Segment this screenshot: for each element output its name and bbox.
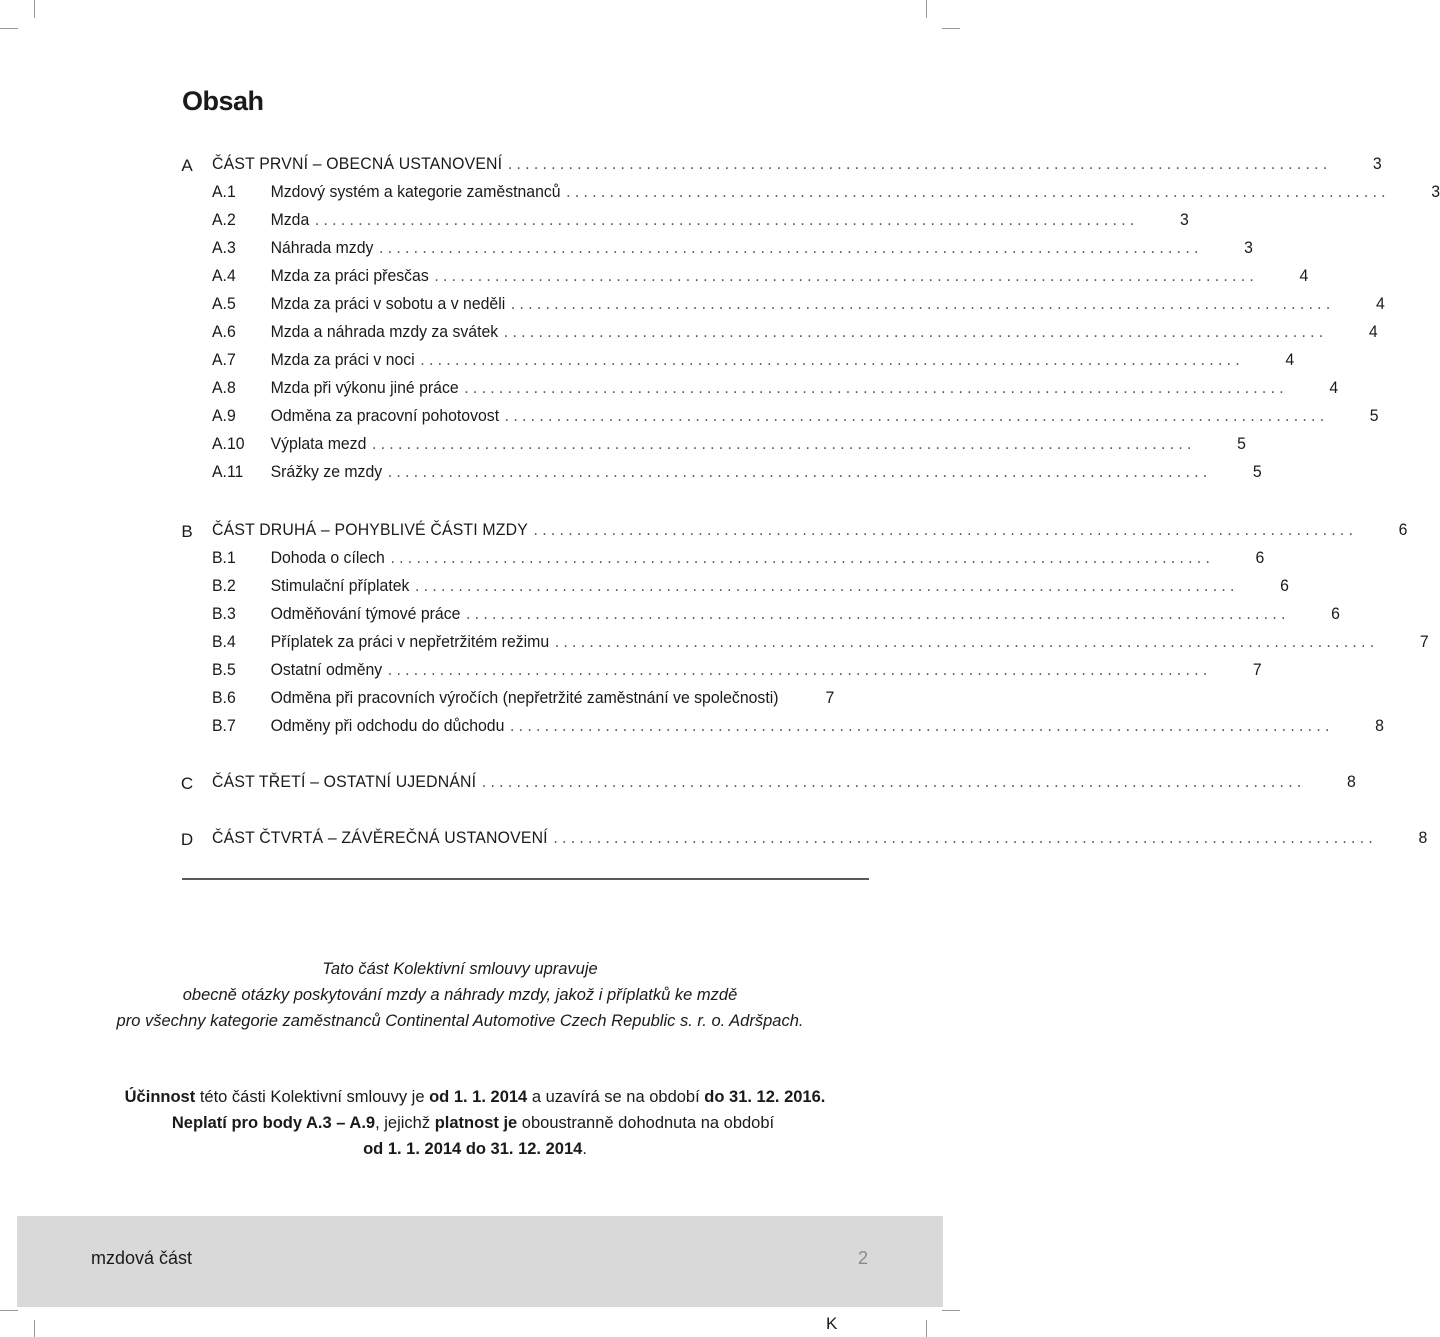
part-letter: B xyxy=(181,522,193,541)
part-badge-icon xyxy=(162,147,202,187)
toc-dot-leader: ............................................................................................... xyxy=(481,772,1306,791)
toc-page-number: 6 xyxy=(1255,548,1265,567)
toc-page-number: 6 xyxy=(1398,520,1408,539)
toc-dot-leader: ............................................................................................... xyxy=(464,378,1288,397)
toc-entry-label: Mzda za práci přesčas xyxy=(270,266,429,285)
crop-mark xyxy=(926,1320,927,1337)
toc-entry-number: A.8 xyxy=(212,378,236,397)
toc-entry-number: B.4 xyxy=(212,632,236,651)
toc-dot-leader: ............................................................................................... xyxy=(510,294,1335,313)
toc-dot-leader: ............................................................................................... xyxy=(434,266,1259,285)
part-letter: C xyxy=(180,774,194,793)
toc-page-number: 6 xyxy=(1331,604,1340,623)
toc-page-number: 4 xyxy=(1375,294,1385,313)
toc-entry-label: Odměny při odchodu do důchodu xyxy=(270,716,505,735)
divider xyxy=(182,878,869,880)
toc-page-number: 3 xyxy=(1179,210,1189,229)
toc-page-number: 3 xyxy=(1431,182,1440,201)
crop-mark xyxy=(0,1310,18,1311)
toc-entry-label: Odměna za pracovní pohotovost xyxy=(270,406,500,425)
toc-entry-label: ČÁST DRUHÁ – POHYBLIVÉ ČÁSTI MZDY xyxy=(212,520,528,539)
toc-entry-label: Odměňování týmové práce xyxy=(270,604,461,623)
toc-entry-label: ČÁST ČTVRTÁ – ZÁVĚREČNÁ USTANOVENÍ xyxy=(212,828,548,847)
toc-dot-leader: ............................................................................................... xyxy=(378,238,1203,257)
toc-dot-leader: ............................................................................................... xyxy=(533,520,1358,539)
toc-entry-label: Stimulační příplatek xyxy=(270,576,410,595)
note-line: obecně otázky poskytování mzdy a náhrady mzdy, jakož i příplatků ke mzdě xyxy=(182,986,738,1004)
toc-entry-label: Ostatní odměny xyxy=(270,660,383,679)
toc-entry[interactable] xyxy=(212,454,1262,482)
toc-entry[interactable] xyxy=(212,624,1429,652)
toc-entry[interactable] xyxy=(212,680,835,708)
toc-entry-number: B.2 xyxy=(212,576,236,595)
toc-entry-number: A.5 xyxy=(212,294,236,313)
toc-entry-label: Mzda a náhrada mzdy za svátek xyxy=(270,322,499,341)
toc-page-number: 5 xyxy=(1369,406,1379,425)
toc-entry[interactable] xyxy=(212,258,1309,286)
toc-page-number: 8 xyxy=(1375,716,1384,735)
effect-bold-run: Účinnost xyxy=(124,1088,196,1106)
page-title: Obsah xyxy=(182,86,264,116)
toc-entry[interactable] xyxy=(212,342,1295,370)
effect-line-1 xyxy=(0,1084,995,1111)
toc-entry-label: Mzda za práci v noci xyxy=(270,350,415,369)
toc-page-number: 7 xyxy=(1252,660,1262,679)
effect-bold-run: Neplatí pro body A.3 – A.9 xyxy=(171,1114,376,1132)
toc-dot-leader: ............................................................................................... xyxy=(371,434,1196,453)
crop-mark xyxy=(34,1320,35,1337)
toc-dot-leader: ............................................................................................... xyxy=(387,462,1212,481)
toc-page-number: 4 xyxy=(1299,266,1309,285)
part-badge-icon xyxy=(162,513,202,553)
effect-text-run: , jejichž xyxy=(375,1114,435,1132)
toc-entry-number: A.6 xyxy=(212,322,236,341)
toc-entry-number: A.1 xyxy=(212,182,236,201)
toc-page-number: 3 xyxy=(1244,238,1253,257)
toc-entry-label: Výplata mezd xyxy=(270,434,367,453)
toc-part-heading[interactable] xyxy=(212,820,1428,848)
toc-entry-label: Mzdový systém a kategorie zaměstnanců xyxy=(270,182,561,201)
toc-entry-number: B.7 xyxy=(212,716,236,735)
toc-entry-number: B.1 xyxy=(212,548,236,567)
toc-dot-leader: ............................................................................................... xyxy=(509,716,1334,735)
toc-page-number: 4 xyxy=(1368,322,1378,341)
toc-page-number: 4 xyxy=(1329,378,1339,397)
part-letter: D xyxy=(180,830,194,849)
part-badge-icon xyxy=(162,821,202,861)
toc-entry[interactable] xyxy=(212,596,1340,624)
toc-entry[interactable] xyxy=(212,708,1384,736)
toc-entry-number: A.7 xyxy=(212,350,236,369)
toc-entry-label: ČÁST PRVNÍ – OBECNÁ USTANOVENÍ xyxy=(212,154,503,173)
corner-letter: K xyxy=(826,1314,838,1333)
toc-entry[interactable] xyxy=(212,286,1385,314)
toc-entry-number: A.9 xyxy=(212,406,236,425)
toc-entry-number: B.3 xyxy=(212,604,236,623)
effect-text-run: této části Kolektivní smlouvy je xyxy=(195,1088,430,1106)
toc-entry[interactable] xyxy=(212,568,1289,596)
toc-part-heading[interactable] xyxy=(212,512,1408,540)
toc-dot-leader: ............................................................................................... xyxy=(566,182,1390,201)
toc-part-heading[interactable] xyxy=(212,764,1356,792)
effect-text-run: a uzavírá se na období xyxy=(527,1088,705,1106)
footer-section-label: mzdová část xyxy=(91,1248,193,1268)
toc-dot-leader: ............................................................................................... xyxy=(465,604,1290,623)
toc-dot-leader: ............................................................................................... xyxy=(503,322,1328,341)
toc-entry-label: Mzda při výkonu jiné práce xyxy=(270,378,459,397)
crop-mark xyxy=(942,28,960,29)
toc-dot-leader: ............................................................................................... xyxy=(553,828,1378,847)
toc-entry[interactable] xyxy=(212,398,1379,426)
toc-entry-label: ČÁST TŘETÍ – OSTATNÍ UJEDNÁNÍ xyxy=(212,772,477,791)
effect-text-run: . xyxy=(582,1140,587,1158)
toc-entry[interactable] xyxy=(212,230,1253,258)
toc-entry[interactable] xyxy=(212,370,1339,398)
toc-part-heading[interactable] xyxy=(212,146,1382,174)
crop-mark xyxy=(942,1310,960,1311)
crop-mark xyxy=(926,0,927,18)
toc-page-number: 7 xyxy=(1419,632,1429,651)
toc-entry-number: B.5 xyxy=(212,660,236,679)
toc-entry-label: Mzda xyxy=(270,210,310,229)
toc-entry-label: Dohoda o cílech xyxy=(270,548,385,567)
note-line: Tato část Kolektivní smlouvy upravuje xyxy=(322,960,598,978)
toc-entry[interactable] xyxy=(212,540,1265,568)
toc-dot-leader: ............................................................................................... xyxy=(415,576,1239,595)
crop-mark xyxy=(0,28,18,29)
footer-page-number: 2 xyxy=(857,1248,868,1268)
effect-text-run: oboustranně dohodnuta na období xyxy=(517,1114,775,1132)
crop-mark xyxy=(34,0,35,18)
toc-page-number: 4 xyxy=(1285,350,1295,369)
effect-bold-run: od 1. 1. 2014 do 31. 12. 2014 xyxy=(363,1140,583,1158)
toc-entry-number: A.2 xyxy=(212,210,236,229)
toc-entry-label: Srážky ze mzdy xyxy=(270,462,383,481)
toc-entry-number: B.6 xyxy=(212,688,236,707)
toc-dot-leader: ............................................................................................... xyxy=(554,632,1379,651)
part-badge-icon xyxy=(162,765,202,805)
toc-page-number: 8 xyxy=(1346,772,1356,791)
toc-page-number: 3 xyxy=(1372,154,1382,173)
effect-bold-run: do 31. 12. 2016. xyxy=(704,1088,826,1106)
note-line: pro všechny kategorie zaměstnanců Continental Automotive Czech Republic s. r. o. Adršpach. xyxy=(116,1012,804,1030)
toc-dot-leader: ............................................................................................... xyxy=(420,350,1244,369)
toc-entry[interactable] xyxy=(212,426,1246,454)
toc-entry-number: A.11 xyxy=(212,462,244,481)
toc-dot-leader: ............................................................................................... xyxy=(507,154,1332,173)
toc-page-number: 7 xyxy=(825,688,835,707)
toc-entry-label: Mzda za práci v sobotu a v neděli xyxy=(270,294,506,313)
toc-entry-number: A.4 xyxy=(212,266,236,285)
toc-page-number: 8 xyxy=(1418,828,1428,847)
toc-entry-label: Náhrada mzdy xyxy=(270,238,374,257)
toc-entry-number: A.10 xyxy=(212,434,245,453)
toc-entry-number: A.3 xyxy=(212,238,236,257)
part-letter: A xyxy=(181,156,193,175)
toc-page-number: 6 xyxy=(1280,576,1289,595)
toc-dot-leader: ............................................................................................... xyxy=(504,406,1329,425)
toc-dot-leader: ............................................................................................... xyxy=(390,548,1215,567)
toc-entry[interactable] xyxy=(212,202,1189,230)
toc-page-number: 5 xyxy=(1252,462,1262,481)
toc-dot-leader: ............................................................................................... xyxy=(387,660,1212,679)
toc-page-number: 5 xyxy=(1237,434,1246,453)
effect-line-3 xyxy=(0,1136,995,1163)
toc-dot-leader: ............................................................................................... xyxy=(314,210,1139,229)
toc-entry[interactable] xyxy=(212,174,1440,202)
toc-entry-label: Příplatek za práci v nepřetržitém režimu xyxy=(270,632,550,651)
toc-entry-label: Odměna při pracovních výročích (nepřetržité zaměstnání ve společnosti) xyxy=(270,688,779,707)
effect-bold-run: platnost je xyxy=(434,1114,518,1132)
effect-bold-run: od 1. 1. 2014 xyxy=(429,1088,528,1106)
toc-entry[interactable] xyxy=(212,652,1262,680)
toc-entry[interactable] xyxy=(212,314,1378,342)
effect-line-2 xyxy=(0,1110,993,1137)
